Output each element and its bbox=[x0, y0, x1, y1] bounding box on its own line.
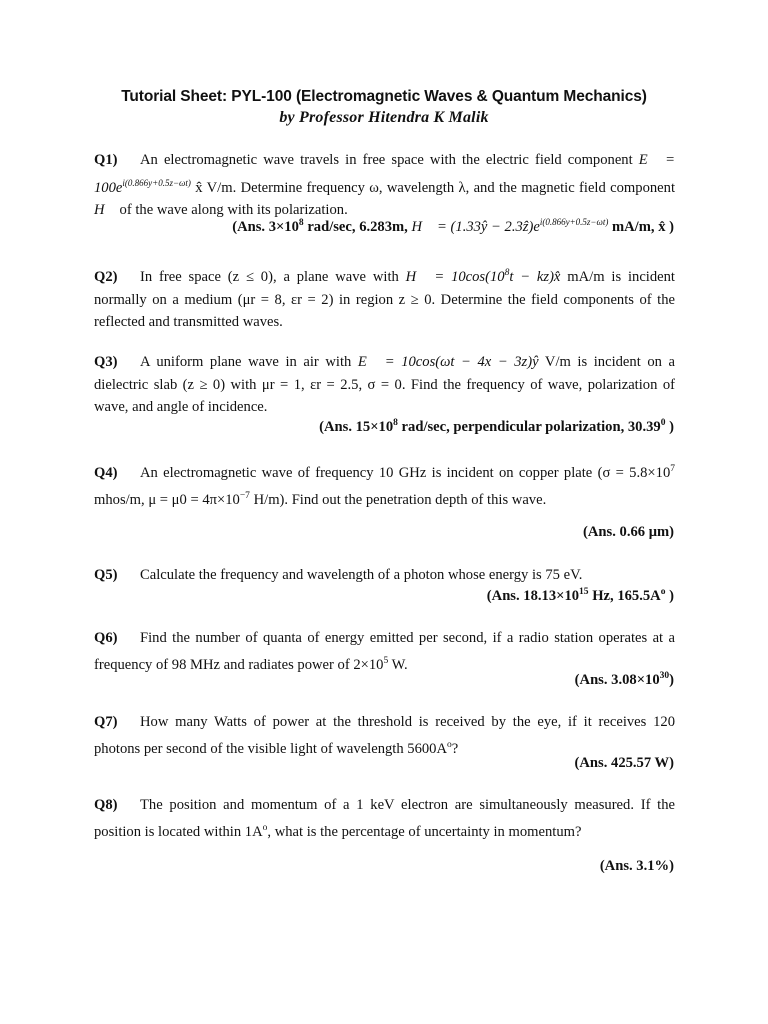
question-text: x̂ V/m. Determine frequency ω, wavelength λ, and the magnetic field component bbox=[195, 179, 675, 196]
answer-8: (Ans. 3.1%) bbox=[599, 858, 674, 874]
question-text: How many Watts of power at the threshold is received by the eye, if it receives 120 photons per second of the visible light of wavelength 5600A bbox=[94, 714, 675, 757]
question-text: H/m). Find out the penetration depth of this wave. bbox=[253, 491, 547, 508]
question-3 bbox=[94, 351, 675, 419]
question-7: Q7) How many Watts of power at the threshold is received by the eye, if it receives 120 photons per second of the visible light of wavelength $5600A^o$? bbox=[94, 711, 675, 760]
equation-e-field: E⃗ = 10cos(ωt − 4x − 3z)ŷ bbox=[357, 354, 539, 370]
question-text: of the wave along with its polarization. bbox=[119, 202, 348, 218]
answer-3: (Ans. $15\times 10^8$ rad/sec, perpendicular polarization, 30.39$^0$ ) bbox=[319, 418, 674, 435]
question-1 bbox=[94, 149, 675, 222]
question-6: Q6) Find the number of quanta of energy emitted per second, if a radio station operates at a frequency of 98 MHz and radiates power of $2\times 10^5$ W. bbox=[94, 627, 675, 676]
equation-e-field: E⃗ = $100e^{i(0.866y+0.5z-\omega t)}$ bbox=[94, 152, 676, 196]
answer-6: (Ans. $3.08\times 10^{30}$) bbox=[574, 671, 674, 688]
question-text: mA/m is incident normally on a medium (μr = 8, εr = 2) in region z ≥ 0. Determine the field components of the reflected and transmitted waves. bbox=[94, 269, 675, 330]
question-text: In free space (z ≤ 0), a plane wave with bbox=[140, 269, 399, 285]
question-label: Q6) bbox=[94, 630, 118, 646]
question-label: Q3) bbox=[94, 354, 118, 370]
sheet-author: by Professor Hitendra K Malik bbox=[279, 109, 489, 126]
question-label: Q7) bbox=[94, 714, 118, 730]
question-text: An electromagnetic wave travels in free space with the electric field component bbox=[140, 152, 633, 168]
question-8: Q8) The position and momentum of a 1 keV electron are simultaneously measured. If the position is located within $1A^o$, what is the percentage of uncertainty in momentum? bbox=[94, 794, 675, 843]
question-label: Q5) bbox=[94, 567, 118, 583]
equation-h-field: H⃗ bbox=[94, 202, 116, 218]
question-label: Q8) bbox=[94, 797, 118, 813]
answer-1: (Ans. $3\times 10^8$ rad/sec, 6.283m, H⃗ = (1.33ŷ − $2.3ẑ)e^{i(0.866y+0.5z-\omega t)}$ mA/m, x̂ ) bbox=[232, 217, 674, 235]
question-text: An electromagnetic wave of frequency 10 GHz is incident on copper plate (σ = 5.8×10 bbox=[140, 465, 671, 481]
answer-4: (Ans. 0.66 μm) bbox=[583, 524, 674, 540]
question-text: A uniform plane wave in air with bbox=[140, 354, 352, 370]
question-5 bbox=[94, 564, 675, 587]
answer-7: (Ans. 425.57 W) bbox=[574, 755, 674, 771]
question-label: Q2) bbox=[94, 269, 118, 285]
question-text: Find the number of quanta of energy emitted per second, if a radio station operates at a frequency of 98 MHz and radiates power of 2×10 bbox=[94, 630, 675, 673]
question-text: The position and momentum of a 1 keV electron are simultaneously measured. If the position is located within 1A bbox=[94, 797, 675, 840]
question-text: mhos/m, μ = μ0 = 4π×10 bbox=[94, 491, 240, 508]
answer-5: (Ans. $18.13\times 10^{15}$ Hz, $165.5A^o$ ) bbox=[486, 587, 674, 604]
question-text: , what is the percentage of uncertainty in momentum? bbox=[267, 823, 582, 840]
question-2 bbox=[94, 262, 675, 334]
question-label: Q1) bbox=[94, 152, 118, 168]
sheet-title: Tutorial Sheet: PYL-100 (Electromagnetic Waves & Quantum Mechanics) bbox=[121, 88, 647, 105]
question-text: ? bbox=[451, 740, 459, 757]
question-4: Q4) An electromagnetic wave of frequency 10 GHz is incident on copper plate ($\sigma = 5.8\times 10^7$ mhos/m, $\mu = \mu 0 = 4\pi\times 10^{-7}$ H/m). Find out the penetration depth of this wave. bbox=[94, 464, 675, 508]
question-label: Q4) bbox=[94, 465, 118, 481]
question-text: Calculate the frequency and wavelength of a photon whose energy is 75 eV. bbox=[140, 567, 583, 583]
question-text: W. bbox=[391, 656, 408, 673]
question-text: V/m is incident on a dielectric slab (z ≥ 0) with μr = 1, εr = 2.5, σ = 0. Find the frequency of wave, polarization of wave, and angle of incidence. bbox=[94, 354, 675, 415]
equation-h-field: H⃗ = $10\cos(10^8t$ − kz)x̂ bbox=[405, 268, 561, 285]
